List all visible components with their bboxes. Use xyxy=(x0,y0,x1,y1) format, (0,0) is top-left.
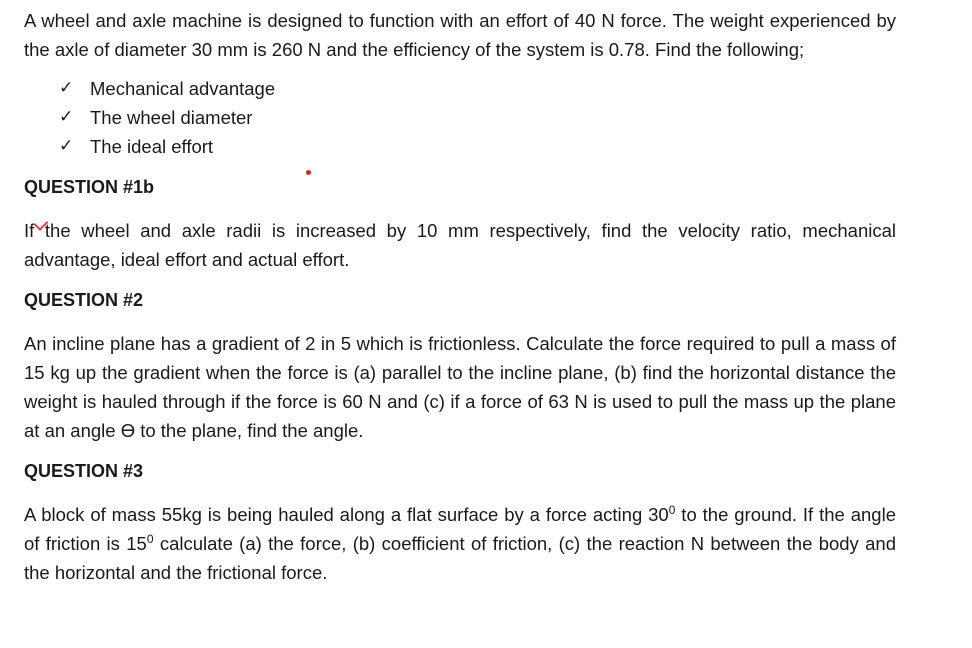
question-3-text-3: calculate (a) the force, (b) coefficient of friction, (c) the reaction N between the body and the horizontal and the frictional force. xyxy=(24,533,896,583)
question-1b-heading: QUESTION #1b xyxy=(24,177,155,197)
question-3-text-2: to the ground. If the angle of friction is 15 xyxy=(24,504,896,554)
checklist-item xyxy=(59,74,896,103)
degree-superscript: 0 xyxy=(668,502,676,517)
question-2-body: An incline plane has a gradient of 2 in 5 which is frictionless. Calculate the force required to pull a mass of 15 kg up the gradient when the force is (a) parallel to the incline plane, (b) find the horizontal distance the weight is hauled through if the force is 60 N and (c) if a force of 63 N is used to pull the mass up the plane at an angle ϴ to the plane, find the angle. xyxy=(24,333,896,441)
question-1b-body: If the wheel and axle radii is increased by 10 mm respectively, find the velocity ratio, mechanical advantage, ideal effort and actual effort. xyxy=(24,220,896,270)
red-marker-dot xyxy=(306,170,311,175)
check-icon: ✓ xyxy=(59,136,74,156)
question-3-body xyxy=(24,500,896,587)
check-icon: ✓ xyxy=(59,107,74,127)
degree-superscript: 0 xyxy=(146,531,154,546)
check-icon: ✓ xyxy=(59,78,74,98)
question-2-heading: QUESTION #2 xyxy=(24,290,144,310)
checklist-item-label: Mechanical advantage xyxy=(90,78,276,99)
checklist xyxy=(24,74,896,161)
checklist-item-label: The wheel diameter xyxy=(90,107,253,128)
question-3-heading: QUESTION #3 xyxy=(24,461,144,481)
document-page xyxy=(24,6,896,587)
checklist-item xyxy=(59,132,896,161)
checklist-item-label: The ideal effort xyxy=(90,136,214,157)
checklist-item xyxy=(59,103,896,132)
intro-paragraph: A wheel and axle machine is designed to function with an effort of 40 N force. The weight experienced by the axle of diameter 30 mm is 260 N and the efficiency of the system is 0.78. Find the following; xyxy=(24,10,896,60)
question-3-text-1: A block of mass 55kg is being hauled along a flat surface by a force acting 30 xyxy=(24,504,669,525)
